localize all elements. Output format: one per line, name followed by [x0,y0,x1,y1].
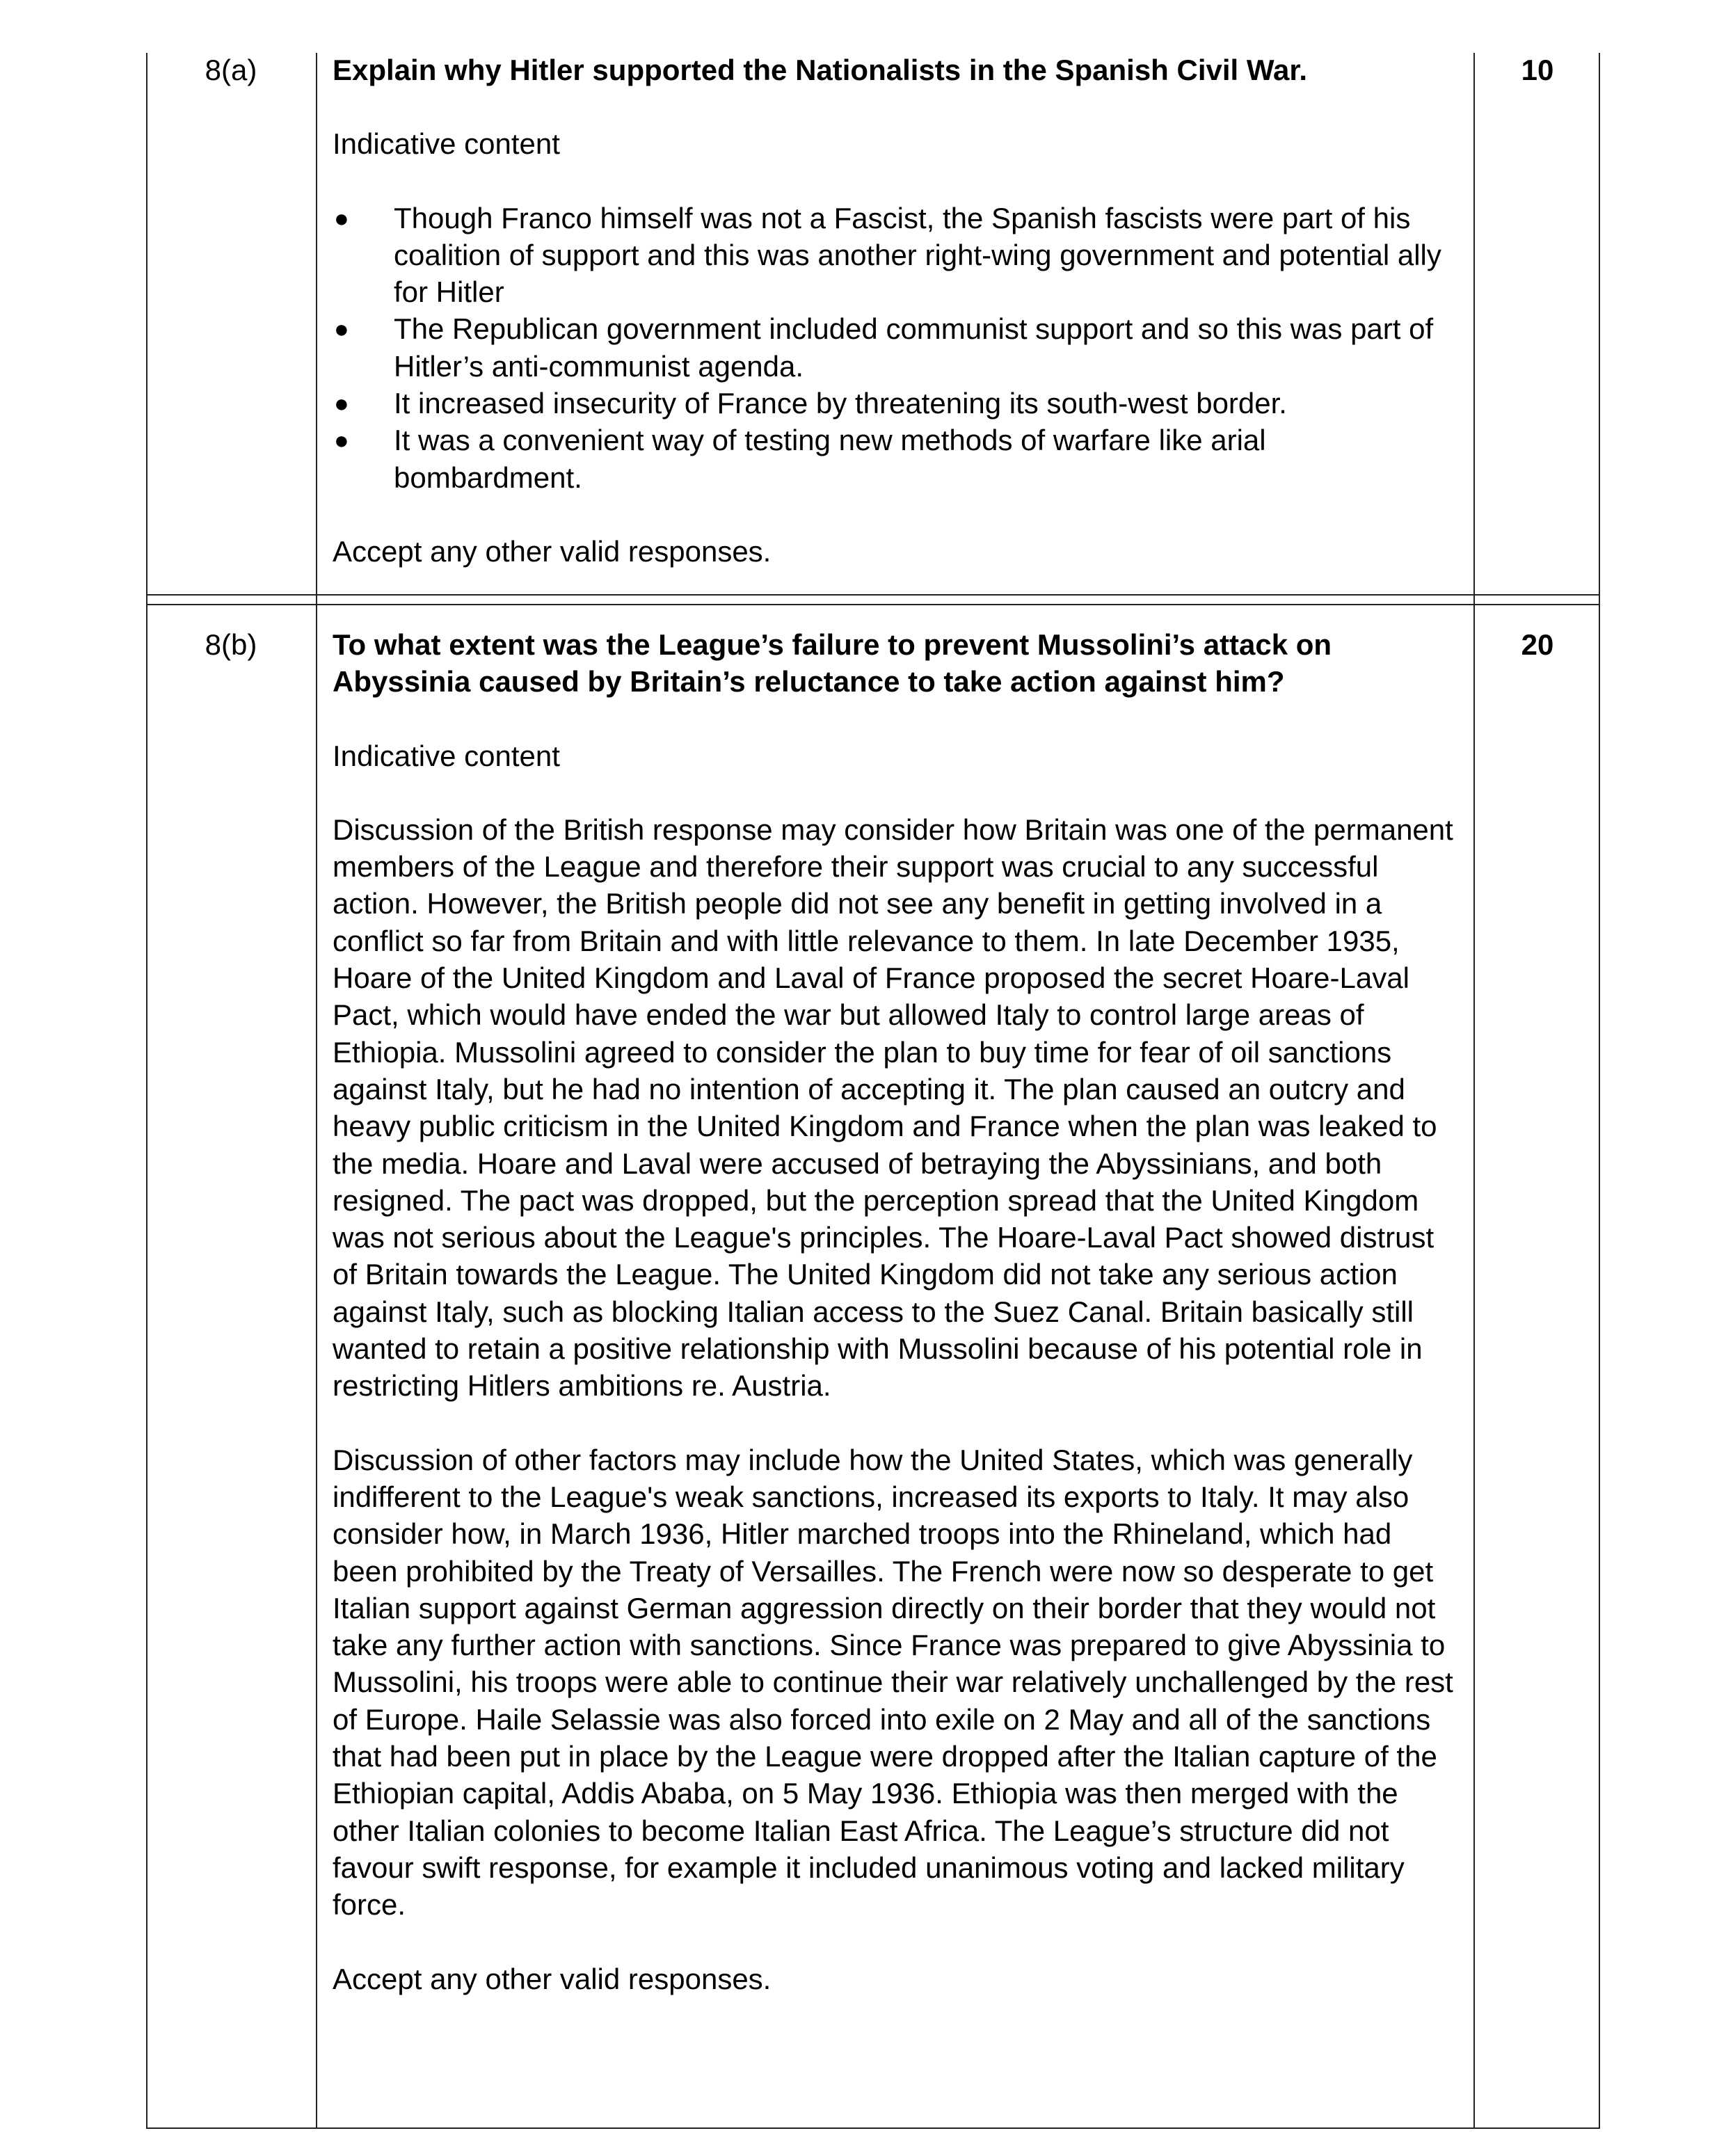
bullet-icon: ● [334,389,349,418]
bullet-icon: ● [334,426,349,455]
answer-content-8b [333,626,1460,1997]
marks-8a: 10 [1521,54,1554,86]
discussion-paragraph-other-factors: Discussion of other factors may include how the United States, which was generally indifferent to the League's weak sanctions, increased its exports to Italy. It may also consider how, in March 1936, Hitler marched troops into the Rhineland, which had been prohibited by the Treaty of Versailles. The French were now so desperate to get Italian support against German aggression directly on their border that they would not take any further action with sanctions. Since France was prepared to give Abyssinia to Mussolini, his troops were able to continue their war relatively unchallenged by the rest of Europe. Haile Selassie was also forced into exile on 2 May and all of the sanctions that had been put in place by the League were dropped after the Italian capture of the Ethiopian capital, Addis Ababa, on 5 May 1936. Ethiopia was then merged with the other Italian colonies to become Italian East Africa. The League’s structure did not favour swift response, for example it included unanimous voting and lacked military force. [333,1443,1453,1922]
discussion-paragraph-british: Discussion of the British response may consider how Britain was one of the permanent members of the League and therefore their support was crucial to any successful action. However, the British people did not see any benefit in getting involved in a conflict so far from Britain and with little relevance to them. In late December 1935, Hoare of the United Kingdom and Laval of France proposed the secret Hoare-Laval Pact, which would have ended the war but allowed Italy to control large areas of Ethiopia. Mussolini agreed to consider the plan to buy time for fear of oil sanctions against Italy, but he had no intention of accepting it. The plan caused an outcry and heavy public criticism in the United Kingdom and France when the plan was leaked to the media. Hoare and Laval were accused of betraying the Abyssinians, and both resigned. The pact was dropped, but the perception spread that the United Kingdom was not serious about the League's principles. The Hoare-Laval Pact showed distrust of Britain towards the League. The United Kingdom did not take any serious action against Italy, such as blocking Italian access to the Suez Canal. Britain basically still wanted to retain a positive relationship with Mussolini because of his potential role in restricting Hitlers ambitions re. Austria. [333,813,1453,1403]
bullet-text: It increased insecurity of France by threatening its south-west border. [394,387,1287,420]
table-border-bottom [146,2127,1600,2129]
question-text-8b: To what extent was the League’s failure to prevent Mussolini’s attack on Abyssinia caused by Britain’s reluctance to take action against him? [333,628,1332,698]
list-item [333,385,1460,422]
indicative-content-label-8b: Indicative content [333,739,560,772]
table-border-right [1599,53,1600,2129]
marks-8b: 20 [1521,628,1554,661]
accept-note-8a: Accept any other valid responses. [333,534,772,568]
answer-content-8a [333,51,1460,570]
question-number-8a: 8(a) [205,54,257,86]
list-item [333,200,1460,311]
list-item [333,422,1460,496]
table-divider-number [316,53,317,2129]
bullet-text: It was a convenient way of testing new methods of warfare like arial bombardment. [394,424,1266,494]
indicative-content-label-8a: Indicative content [333,127,560,161]
bullet-text: Though Franco himself was not a Fascist, the Spanish fascists were part of his coalition of support and this was another right-wing government and potential ally for Hitler [394,201,1441,309]
bullet-list-8a [333,200,1460,496]
bullet-icon: ● [334,314,349,344]
table-border-left [146,53,147,2129]
row-separator-top [146,594,1600,596]
list-item [333,310,1460,385]
row-separator-bottom [146,604,1600,605]
bullet-icon: ● [334,203,349,232]
question-text-8a: Explain why Hitler supported the Nationalists in the Spanish Civil War. [333,54,1308,86]
accept-note-8b: Accept any other valid responses. [333,1962,772,1995]
table-divider-marks [1473,53,1475,2129]
bullet-text: The Republican government included communist support and so this was part of Hitler’s anti-communist agenda. [394,312,1434,383]
question-number-8b: 8(b) [205,628,257,661]
